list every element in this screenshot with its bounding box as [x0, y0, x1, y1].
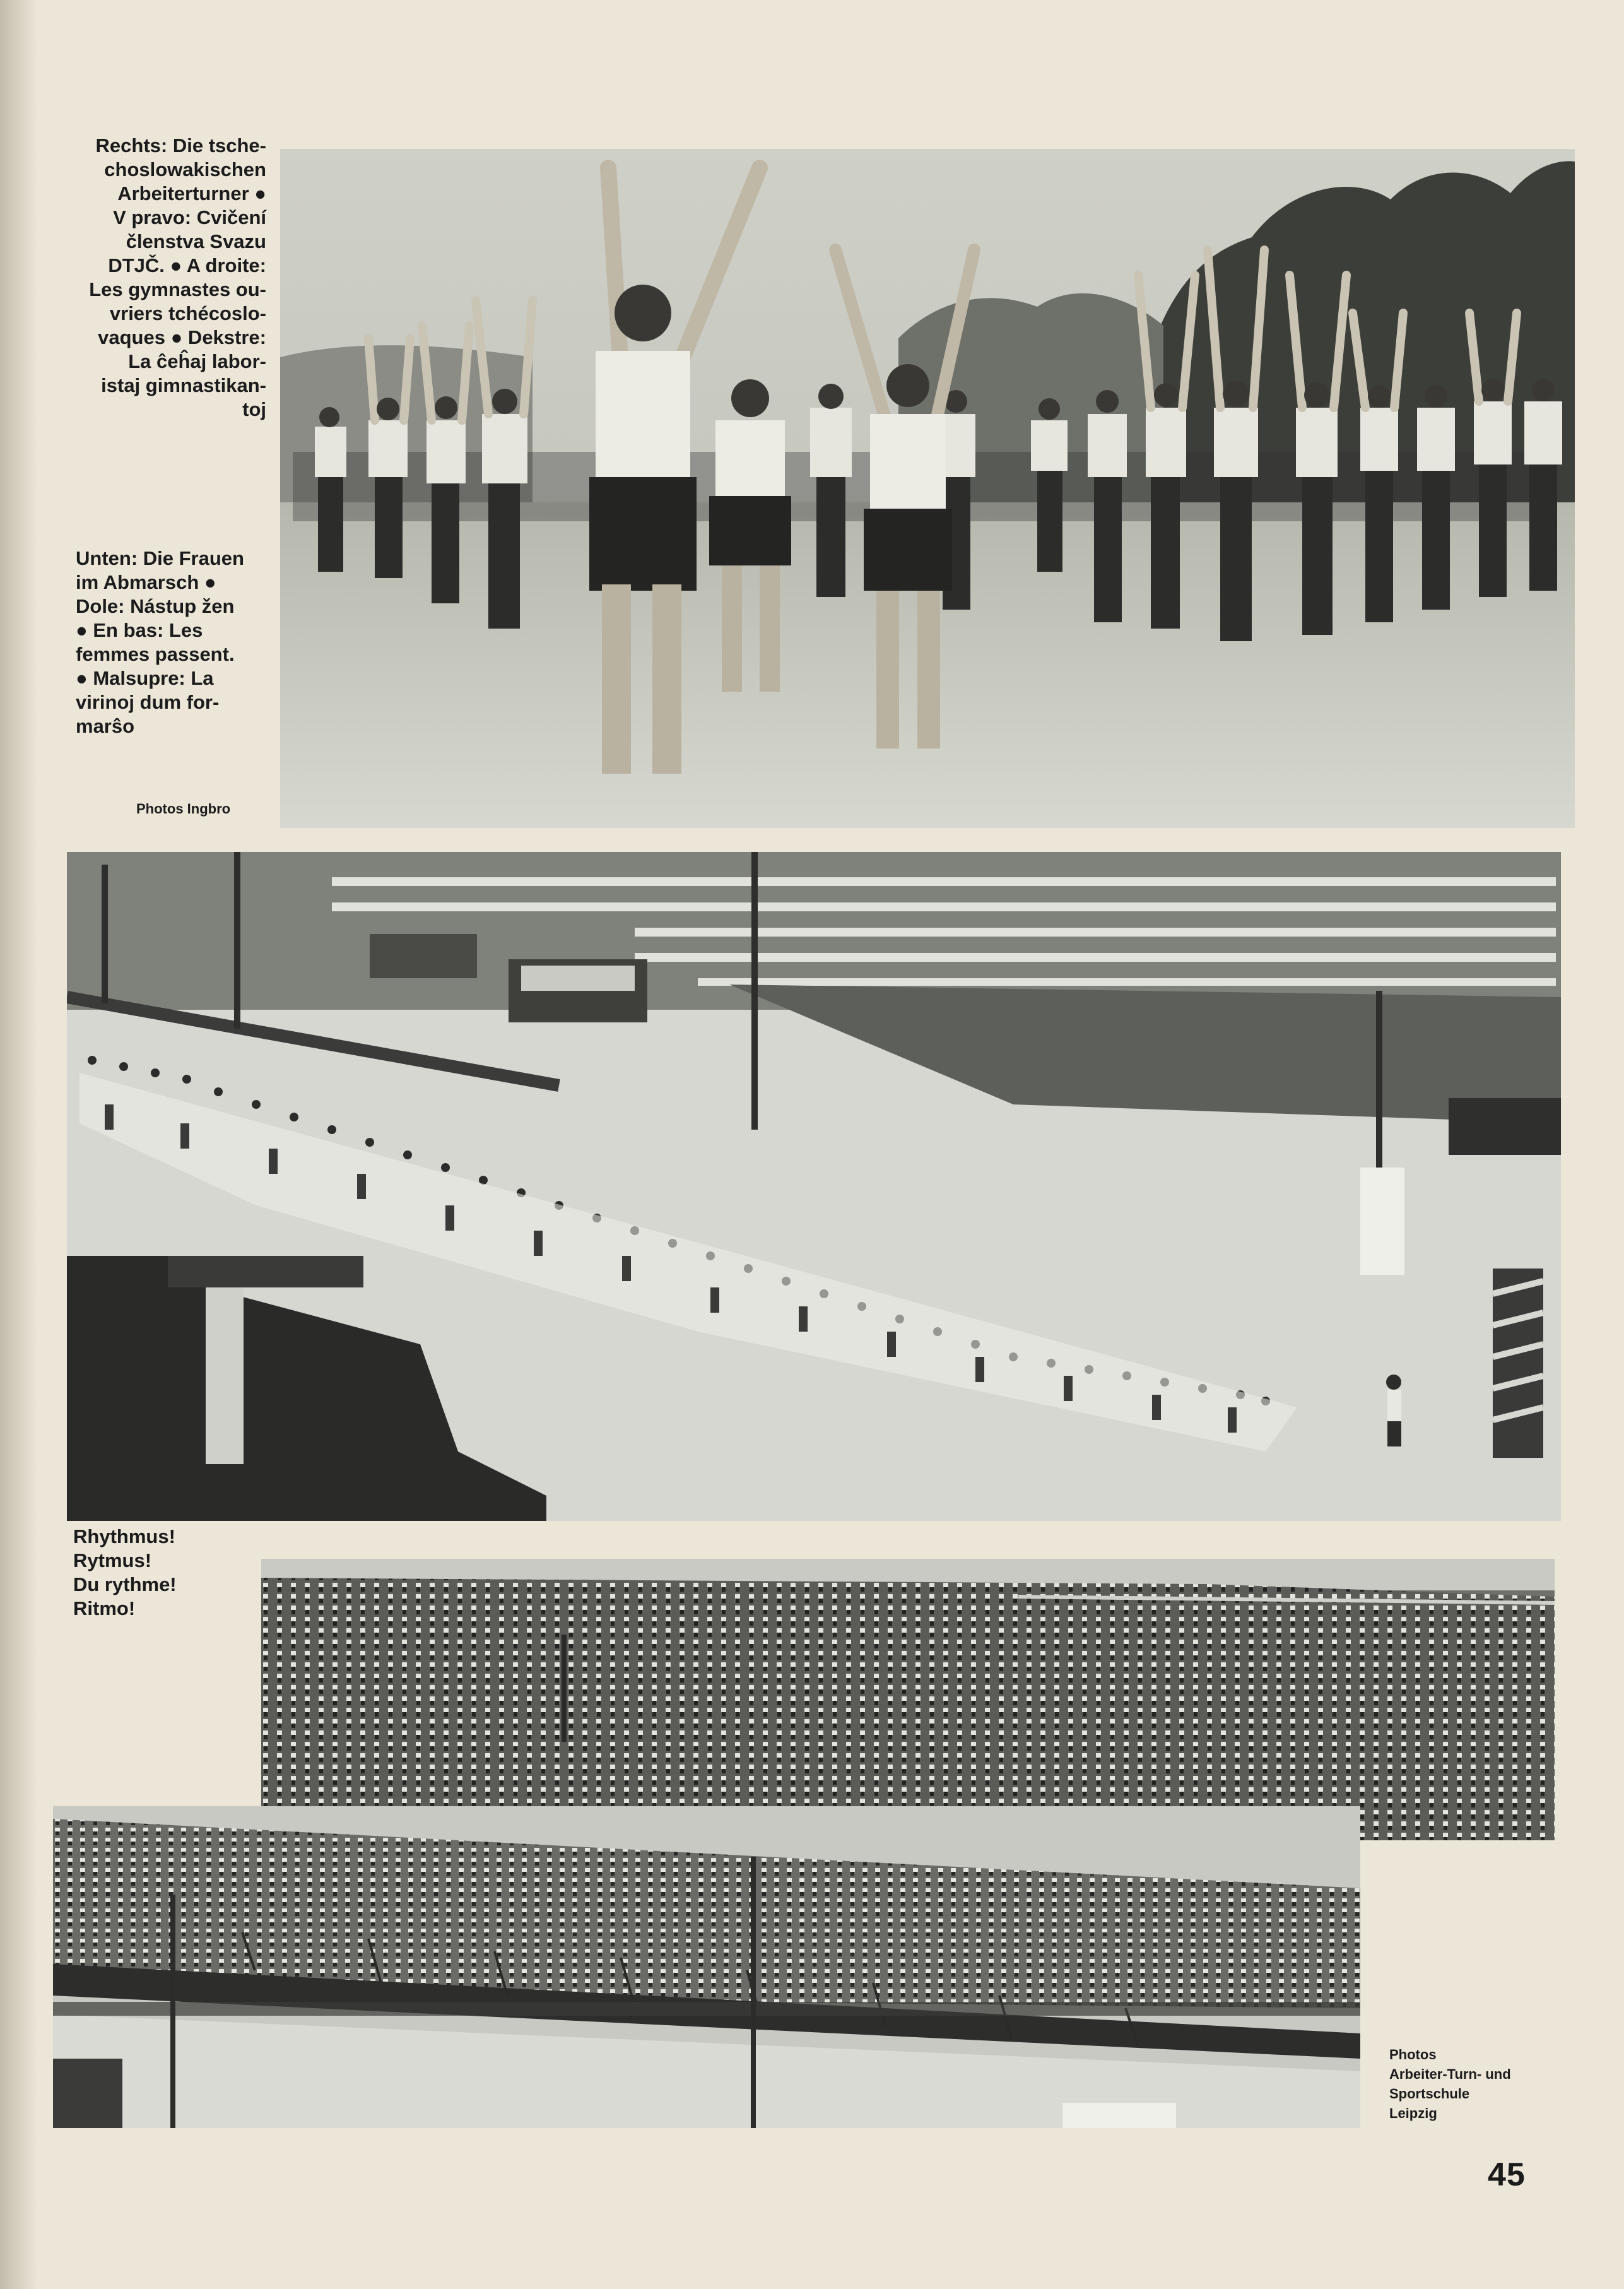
caption-women-march: Unten: Die Frauen im Abmarsch ● Dole: Nástup žen ● En bas: Les femmes passent. ● Malsupre: La virinoj dum for- marŝo [76, 547, 244, 737]
caption-gymnasts: Rechts: Die tsche- choslowakischen Arbeiterturner ● V pravo: Cvičení členstva Svazu DTJČ. ● A droite: Les gymnastes ou- vriers tchécoslo- vaques ● Dekstre: La ĉeĥaj labor- istaj gimnastikan- toj [89, 134, 266, 420]
photo-credit-leipzig: Photos Arbeiter-Turn- und Sportschule Leipzig [1389, 2047, 1511, 2121]
page-spine-shadow [0, 0, 38, 2289]
photo-mass-flags [53, 1806, 1360, 2128]
photo-credit-ingbro: Photos Ingbro [136, 801, 231, 817]
page-number: 45 [1488, 2156, 1526, 2193]
photo-mass-formation [261, 1559, 1555, 1840]
photo-women-marching [67, 852, 1561, 1521]
photo-male-gymnasts [280, 149, 1575, 828]
caption-rhythm: Rhythmus! Rytmus! Du rythme! Ritmo! [73, 1525, 177, 1619]
